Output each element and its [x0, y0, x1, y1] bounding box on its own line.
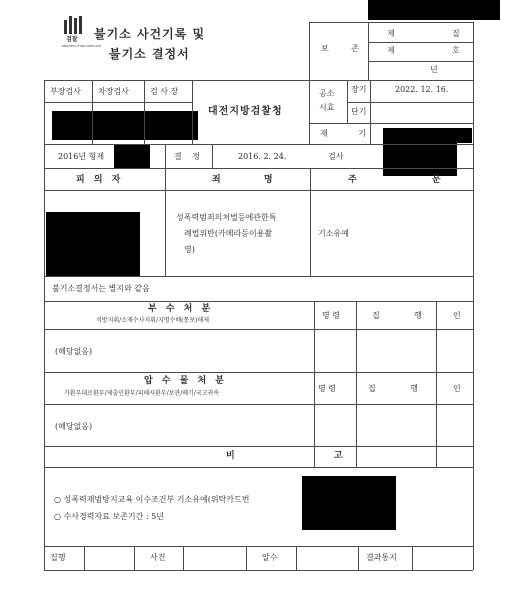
attached-disposition-subtitle: 석방지휘/소재수사지휘/지명수배(통보)해제	[96, 317, 210, 324]
expiry-short-label: 단기	[351, 107, 367, 116]
footer-execution: 집행	[50, 553, 66, 562]
approval-role-head: 검 사 장	[150, 87, 179, 96]
seized-disposition-value: (해당없음)	[55, 422, 93, 431]
redaction-approval-seals	[52, 111, 198, 140]
header-order: 주 문	[348, 175, 477, 185]
approval-role-deputy: 차장검사	[98, 87, 129, 96]
order-text: 기소유예	[318, 229, 349, 238]
remarks-line2: ○ 수사경력자료 보존기간 : 5년	[54, 512, 164, 521]
seized-execution-label: 집 행	[368, 384, 434, 393]
attached-command-label: 명 령	[322, 311, 340, 320]
preserve-row2-right: 호	[452, 46, 460, 55]
footer-result-notice: 결과통지	[366, 553, 397, 562]
logo-text: 검찰	[66, 36, 78, 43]
redaction-prosecutor-name	[383, 140, 457, 176]
case-number-prefix: 2016년 형제	[58, 152, 105, 161]
attached-disposition-title: 부 수 처 분	[148, 304, 214, 314]
expiry-long-label: 장기	[351, 85, 367, 94]
seized-seal-label: 인	[453, 384, 461, 393]
preserve-row1-left: 제	[387, 29, 395, 38]
footer-notice: 알수	[262, 553, 278, 562]
expiry-label-1: 공소	[319, 89, 335, 98]
charge-line1: 성폭력범죄의처벌등에관한특	[176, 213, 277, 222]
reinstate-label: 재 기	[320, 129, 380, 138]
decision-date: 2016. 2. 24.	[238, 152, 287, 161]
seized-disposition-title: 압 수 물 처 분	[144, 376, 228, 386]
approval-role-chief: 부장검사	[50, 87, 81, 96]
redaction-card-number	[302, 476, 396, 530]
prosecutor-label: 검사	[328, 152, 344, 161]
charge-line2: 례법위반(카메라등이용촬	[184, 229, 273, 238]
document-title-line1: 불기소 사건기록 및	[94, 27, 206, 41]
remarks-title: 비 고	[226, 451, 391, 461]
remarks-line1: ○ 성폭력재범방지교육 이수조건부 기소유예(위탁카드번	[54, 495, 250, 504]
preserve-row2-left: 제	[387, 46, 395, 55]
logo-subtext: PROSECUTION SERVICE	[62, 44, 102, 48]
preserve-label: 보 존	[321, 44, 369, 53]
seized-disposition-subtitle: 가환부대로환부/제출인환부/피해자환부/보관/폐기/국고귀속	[64, 390, 220, 397]
form-top-border	[44, 80, 473, 81]
expiry-label-2: 시효	[319, 103, 335, 112]
header-suspect: 피 의 자	[76, 175, 124, 185]
document-title-line2: 불기소 결정서	[109, 47, 190, 61]
redaction-top-right	[368, 0, 500, 20]
charge-line3: 영)	[184, 245, 195, 254]
seized-command-label: 명 령	[318, 384, 336, 393]
preserve-row1-right: 질	[452, 29, 460, 38]
redaction-case-number	[114, 144, 150, 168]
redaction-suspect-name	[46, 212, 140, 276]
attached-seal-label: 인	[453, 311, 461, 320]
office-name: 대전지방검찰청	[208, 106, 283, 117]
prosecution-logo-icon	[64, 16, 86, 34]
attached-disposition-value: (해당없음)	[55, 347, 93, 356]
decision-label: 결 정	[174, 152, 204, 161]
preserve-row3-right: 년	[430, 65, 438, 74]
footer-case: 사건	[150, 553, 166, 562]
expiry-long-value: 2022. 12. 16.	[395, 85, 449, 94]
reason-note: 불기소결정서는 별지와 같음	[52, 284, 150, 293]
header-charge: 죄 명	[212, 175, 293, 185]
attached-execution-label: 집 행	[372, 311, 438, 320]
